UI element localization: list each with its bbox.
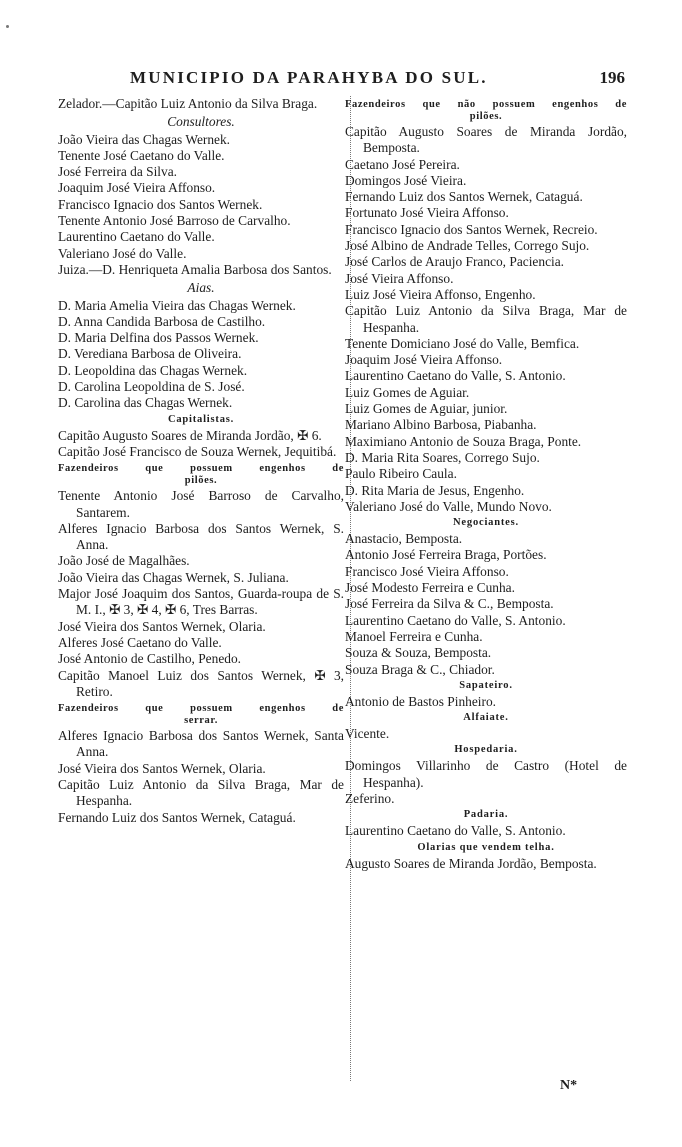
directory-entry: Luiz José Vieira Affonso, Engenho. (345, 286, 536, 302)
directory-entry: Capitão Manoel Luiz dos Santos Wernek, ✠ 3, Retiro. (58, 667, 344, 699)
section-heading: Padaria. (463, 809, 509, 821)
directory-entry: Souza & Souza, Bemposta. (345, 645, 492, 661)
directory-entry: Valeriano José do Valle. (58, 245, 187, 261)
directory-entry: Capitão Augusto Soares de Miranda Jordão, ✠ 6. (58, 427, 322, 443)
directory-entry: Domingos Villarinho de Castro (Hotel de Hespanha). (345, 758, 627, 790)
section-heading: Olarias que vendem telha. (417, 841, 555, 853)
directory-entry: Souza Braga & C., Chiador. (345, 661, 495, 677)
directory-entry: João Vieira das Chagas Wernek. (58, 131, 231, 147)
directory-entry: João Vieira das Chagas Wernek, S. Juliana. (58, 569, 289, 585)
section-heading-line: pilões. (184, 474, 218, 486)
directory-entry: D. Maria Delfina dos Passos Wernek. (58, 330, 259, 346)
directory-entry: Luiz Gomes de Aguiar. (345, 384, 470, 400)
directory-entry: Zeferino. (345, 790, 395, 806)
directory-entry: José Antonio de Castilho, Penedo. (58, 651, 241, 667)
directory-entry: Francisco Ignacio dos Santos Wernek, Recreio. (345, 221, 598, 237)
section-heading-line: Fazendeiros que possuem engenhos de (58, 463, 344, 475)
directory-entry: Valeriano José do Valle, Mundo Novo. (345, 498, 552, 514)
directory-entry: D. Rita Maria de Jesus, Engenho. (345, 482, 525, 498)
directory-entry: Tenente José Caetano do Valle. (58, 147, 225, 163)
directory-entry: José Modesto Ferreira e Cunha. (345, 580, 515, 596)
left-column (58, 96, 344, 826)
directory-entry: Fernando Luiz dos Santos Wernek, Cataguá. (58, 809, 296, 825)
directory-entry: Major José Joaquim dos Santos, Guarda-roupa de S. M. I., ✠ 3, ✠ 4, ✠ 6, Tres Barras. (58, 586, 344, 618)
directory-entry: D. Carolina Leopoldina de S. José. (58, 379, 245, 395)
directory-entry: João José de Magalhães. (58, 553, 190, 569)
directory-entry: Laurentino Caetano do Valle, S. Antonio. (345, 612, 566, 628)
directory-entry: Alferes Ignacio Barbosa dos Santos Wernek, Santa Anna. (58, 728, 344, 760)
directory-entry: Zelador.—Capitão Luiz Antonio da Silva Braga. (58, 96, 318, 111)
directory-entry: Tenente Domiciano José do Valle, Bemfica. (345, 335, 580, 351)
directory-entry: Caetano José Pereira. (345, 156, 460, 172)
directory-entry: D. Leopoldina das Chagas Wernek. (58, 362, 248, 378)
directory-entry: Laurentino Caetano do Valle. (58, 229, 215, 245)
directory-entry: Juiza.—D. Henriqueta Amalia Barbosa dos Santos. (58, 261, 332, 277)
section-heading: Sapateiro. (459, 679, 513, 691)
directory-entry: Paulo Ribeiro Caula. (345, 466, 457, 482)
section-heading-line: Fazendeiros que possuem engenhos de (58, 703, 344, 715)
section-heading-line: pilões. (469, 110, 503, 122)
page-title: MUNICIPIO DA PARAHYBA DO SUL. (130, 68, 488, 87)
section-heading: Alfaiate. (463, 712, 509, 724)
signature-mark: N* (560, 1078, 578, 1093)
directory-entry: D. Maria Rita Soares, Corrego Sujo. (345, 449, 540, 465)
right-column (345, 96, 627, 872)
directory-entry: Capitão Augusto Soares de Miranda Jordão, Bemposta. (345, 124, 627, 156)
directory-entry: Maximiano Antonio de Souza Braga, Ponte. (345, 433, 582, 449)
directory-entry: Francisco Ignacio dos Santos Wernek. (58, 196, 263, 212)
directory-entry: Joaquim José Vieira Affonso. (58, 180, 216, 196)
directory-entry: Joaquim José Vieira Affonso. (345, 352, 503, 368)
directory-entry: Francisco José Vieira Affonso. (345, 563, 509, 579)
directory-entry: Antonio de Bastos Pinheiro. (345, 693, 497, 709)
section-heading (58, 703, 344, 726)
directory-entry: Fernando Luiz dos Santos Wernek, Cataguá. (345, 189, 583, 205)
section-heading (58, 463, 344, 486)
directory-entry: Capitão Luiz Antonio da Silva Braga, Mar de Hespanha. (345, 303, 627, 335)
directory-entry: Luiz Gomes de Aguiar, junior. (345, 401, 508, 417)
directory-entry: D. Carolina das Chagas Wernek. (58, 395, 233, 411)
page-number: 196 (599, 68, 625, 87)
directory-entry: José Ferreira da Silva & C., Bemposta. (345, 596, 554, 612)
section-heading: Capitalistas. (167, 413, 235, 425)
directory-entry: D. Verediana Barbosa de Oliveira. (58, 346, 242, 362)
directory-entry: Anastacio, Bemposta. (345, 531, 463, 547)
print-speck (6, 25, 9, 28)
section-heading (345, 99, 627, 122)
directory-entry: D. Anna Candida Barbosa de Castilho. (58, 313, 266, 329)
directory-entry: Alferes José Caetano do Valle. (58, 634, 222, 650)
section-heading: Negociantes. (453, 517, 519, 529)
directory-entry: Mariano Albino Barbosa, Piabanha. (345, 417, 537, 433)
directory-entry: Tenente Antonio José Barroso de Carvalho, Santarem. (58, 488, 344, 520)
directory-entry: Fortunato José Vieira Affonso. (345, 205, 509, 221)
directory-entry: Capitão Luiz Antonio da Silva Braga, Mar de Hespanha. (58, 776, 344, 809)
directory-entry: José Ferreira da Silva. (58, 164, 177, 180)
directory-entry: Manoel Ferreira e Cunha. (345, 628, 483, 644)
section-heading-line: Fazendeiros que não possuem engenhos de (345, 99, 627, 110)
directory-entry: José Vieira dos Santos Wernek, Olaria. (58, 618, 266, 634)
directory-entry: Vicente. (345, 726, 390, 742)
section-heading: Aias. (187, 280, 215, 296)
directory-entry: Augusto Soares de Miranda Jordão, Bemposta. (345, 855, 597, 871)
directory-entry: José Vieira Affonso. (345, 270, 454, 286)
directory-entry: José Vieira dos Santos Wernek, Olaria. (58, 760, 266, 776)
directory-entry: Alferes Ignacio Barbosa dos Santos Wernek, S. Anna. (58, 520, 344, 553)
directory-entry: José Albino de Andrade Telles, Corrego Sujo. (345, 238, 590, 254)
directory-entry: Domingos José Vieira. (345, 172, 467, 188)
directory-entry: D. Maria Amelia Vieira das Chagas Wernek. (58, 297, 296, 313)
directory-entry: Capitão José Francisco de Souza Wernek, Jequitibá. (58, 443, 337, 459)
directory-entry: Antonio José Ferreira Braga, Portões. (345, 547, 547, 563)
directory-entry: José Carlos de Araujo Franco, Paciencia. (345, 254, 565, 270)
directory-entry: Tenente Antonio José Barroso de Carvalho. (58, 213, 291, 229)
section-heading: Hospedaria. (454, 744, 518, 756)
directory-entry: Laurentino Caetano do Valle, S. Antonio. (345, 368, 566, 384)
section-heading-line: serrar. (184, 714, 218, 726)
page-header (60, 66, 625, 92)
directory-entry: Laurentino Caetano do Valle, S. Antonio. (345, 823, 566, 839)
section-heading: Consultores. (167, 114, 235, 130)
